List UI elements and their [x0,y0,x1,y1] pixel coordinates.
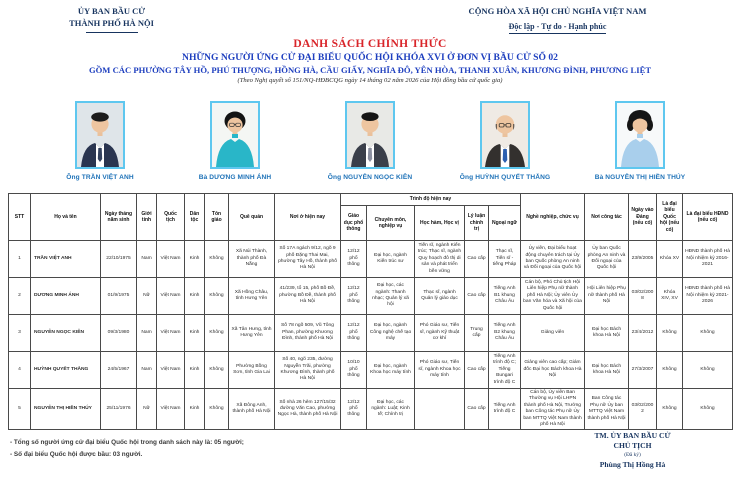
cell: HĐND thành phố Hà Nội nhiệm kỳ 2016-2021 [683,241,733,278]
document-titles [0,38,740,84]
org-line1: ỦY BAN BẦU CỬ [77,6,146,16]
col-header-stt: STT [9,194,31,241]
cell: Việt Nam [157,352,185,389]
cell: Số 40, ngõ 235, đường Nguyễn Trãi, phường Khương Đình, thành phố Hà Nội [275,352,341,389]
signature-block [540,431,725,469]
summary-notes [10,437,244,462]
cell: 25/11/1976 [101,389,137,430]
doc-title-note: (Theo Nghị quyết số 151/NQ-HĐBCQG ngày 14 tháng 02 năm 2026 của Hội đồng bầu cử quốc gia) [237,77,503,84]
cell: 23/9/2005 [629,241,657,278]
doc-title-sub2: GỒM CÁC PHƯỜNG TÂY HỒ, PHÚ THƯỢNG, HỒNG HÀ, CẦU GIẤY, NGHĨA ĐÔ, YÊN HÒA, THANH XUÂN, KHƯƠNG ĐÌNH, PHƯƠNG LIỆT [88,65,652,75]
cell: Cao cấp [465,241,489,278]
candidate-card [306,101,434,181]
cell: Tiếng Anh B2 khung Châu Âu [489,315,521,352]
cell: Việt Nam [157,278,185,315]
cell: Không [205,241,229,278]
cell: Xã Đông Anh, thành phố Hà Nội [229,389,275,430]
candidate-table [8,193,733,430]
cell: 2 [9,278,31,315]
cell: Xã Tân Hưng, tỉnh Hưng Yên [229,315,275,352]
col-header-residence: Nơi ở hiện nay [275,194,341,241]
cell: Đại học, các ngành: Thanh nhạc; Quản lý xã hội [367,278,415,315]
cell: Không [205,352,229,389]
sign-title: CHỦ TỊCH [613,441,652,450]
cell: Không [657,352,683,389]
table-row [9,315,733,352]
cell: Không [683,389,733,430]
cell: Không [205,315,229,352]
cell: Trung cấp [465,315,489,352]
col-header-dob: Ngày tháng năm sinh [101,194,137,241]
col-header-ethnicity: Dân tộc [185,194,205,241]
cell: Không [683,352,733,389]
cell: HUỲNH QUYẾT THẮNG [31,352,101,389]
cell: Đại học Bách khoa Hà Nội [585,352,629,389]
col-header-general-edu: Giáo dục phổ thông [341,206,367,241]
cell: Kinh [185,352,205,389]
candidate-name: Ông HUỲNH QUYẾT THẮNG [459,174,551,181]
col-header-occupation: Nghề nghiệp, chức vụ [521,194,585,241]
table-row [9,389,733,430]
col-header-council-deputy: Là đại biểu HĐND (nếu có) [683,194,733,241]
cell: 10/10 phổ thông [341,352,367,389]
candidate-photo-3 [345,101,395,169]
col-header-name: Họ và tên [31,194,101,241]
cell: Kinh [185,241,205,278]
candidate-card [171,101,299,181]
cell: Không [683,315,733,352]
cell: Cán bộ, Phó Chủ tịch Hội Liên hiệp Phụ nữ thành phố Hà Nội; Ủy viên Ủy ban Văn hóa và Xã hội của Quốc hội [521,278,585,315]
cell: Cán bộ, Ủy viên Ban Thường vụ Hội LHPN thành phố Hà Nội, Trưởng ban Công tác Phụ nữ Ủy ban MTTQ Việt Nam thành phố Hà Nội [521,389,585,430]
cell [415,389,465,430]
col-header-party-date: Ngày vào Đảng (nếu có) [629,194,657,241]
candidate-photo-4 [480,101,530,169]
cell: Nam [137,241,157,278]
cell: 5 [9,389,31,430]
cell: 12/12 phổ thông [341,241,367,278]
candidate-photo-5 [615,101,665,169]
col-group-education: Trình độ hiện nay [341,194,521,206]
cell: Cao cấp [465,352,489,389]
portrait-man-dark-suit [77,103,123,167]
cell: Số 78 ngõ 509, Vũ Tông Phan, phường Khương Đình, thành phố Hà Nội [275,315,341,352]
org-underline [86,32,138,33]
doc-title-sub1: NHỮNG NGƯỜI ỨNG CỬ ĐẠI BIỂU QUỐC HỘI KHÓA XVI Ở ĐƠN VỊ BẦU CỬ SỐ 02 [182,52,558,63]
cell: Cao cấp [465,278,489,315]
candidate-photo-2 [210,101,260,169]
col-header-religion: Tôn giáo [205,194,229,241]
cell: Việt Nam [157,389,185,430]
candidate-name: Bà NGUYỄN THỊ HIỀN THÚY [594,174,686,181]
cell: 3 [9,315,31,352]
table-row [9,278,733,315]
cell: Ban Công tác Phụ nữ Ủy ban MTTQ Việt Nam thành phố Hà Nội [585,389,629,430]
cell: Không [205,389,229,430]
candidate-card [36,101,164,181]
candidate-photo-1 [75,101,125,169]
cell: Phó Giáo sư, Tiến sĩ, ngành Kỹ thuật cơ khí [415,315,465,352]
candidate-photo-row [36,101,704,181]
col-header-political: Lý luận chính trị [465,206,489,241]
cell: Tiếng Anh B1 khung Châu Âu [489,278,521,315]
cell: Xã Hồng Châu, tỉnh Hưng Yên [229,278,275,315]
cell: Đại học Bách khoa Hà Nội [585,315,629,352]
col-header-academic: Học hàm, Học vị [415,206,465,241]
candidate-name: Ông NGUYỄN NGỌC KIÊN [327,174,413,181]
portrait-woman-teal-aodai [212,103,258,167]
sign-org: TM. ỦY BAN BẦU CỬ [594,431,671,440]
sign-signed-note: (Đã ký) [624,452,641,458]
portrait-woman-blue-aodai [617,103,663,167]
cell: Ủy viên, Đại biểu hoạt động chuyên trách tại Ủy ban Quốc phòng An ninh và Đối ngoại của Quốc hội [521,241,585,278]
cell: Tiến sĩ, ngành Kiến trúc; Thạc sĩ, ngành Quy hoạch đô thị di sản và phát triển bền vững [415,241,465,278]
table-row [9,241,733,278]
national-header [405,6,710,34]
cell: Phường Bồng Sơn, tỉnh Gia Lai [229,352,275,389]
cell: 12/12 phổ thông [341,389,367,430]
cell: Không [205,278,229,315]
cell: Tiếng Anh trình độ C; Tiếng Bungari trình độ C [489,352,521,389]
col-header-professional: Chuyên môn, nghiệp vụ [367,206,415,241]
org-line2: THÀNH PHỐ HÀ NỘI [69,17,154,28]
cell: Tiếng Anh trình độ C [489,389,521,430]
cell: 12/12 phổ thông [341,315,367,352]
cell: 12/12 phổ thông [341,278,367,315]
cell: 03/02/2008 [629,278,657,315]
cell: Kinh [185,389,205,430]
cell: Không [657,389,683,430]
portrait-man-bald-glasses [482,103,528,167]
cell: Phó Giáo sư, Tiến sĩ, ngành Khoa học máy tính [415,352,465,389]
total-candidates-note: - Tổng số người ứng cử đại biểu Quốc hội trong danh sách này là: 05 người; [10,439,244,446]
cell: 23/4/2012 [629,315,657,352]
cell: TRẦN VIỆT ANH [31,241,101,278]
cell: Giảng viên cao cấp; Giám đốc Đại học Bách khoa Hà Nội [521,352,585,389]
cell: NGUYỄN NGỌC KIÊN [31,315,101,352]
cell: Ủy ban Quốc phòng An ninh và Đối ngoại của Quốc hội [585,241,629,278]
cell: Nữ [137,278,157,315]
national-motto: Độc lập - Tự do - Hạnh phúc [509,22,607,34]
cell: Nữ [137,389,157,430]
cell: Nam [137,315,157,352]
cell: Khóa XIV, XV [657,278,683,315]
cell: Giảng viên [521,315,585,352]
table-row [9,352,733,389]
cell: Đại học, các ngành: Luật; Kinh tế; Chính trị [367,389,415,430]
sign-name: Phùng Thị Hồng Hà [599,460,666,469]
cell: Kinh [185,315,205,352]
cell: Không [657,315,683,352]
candidate-name: Ông TRẦN VIỆT ANH [66,174,134,181]
cell: Khóa XV [657,241,683,278]
elected-count-note: - Số đại biểu Quốc hội được bầu: 03 người. [10,451,143,459]
cell: Số 17A ngách 9/12, ngõ 9 phố Đặng Thai Mai, phường Tây Hồ, thành phố Hà Nội [275,241,341,278]
col-header-hometown: Quê quán [229,194,275,241]
cell: Thạc sĩ, ngành Quản lý giáo dục [415,278,465,315]
cell: 4 [9,352,31,389]
col-header-language: Ngoại ngữ [489,206,521,241]
national-title: CỘNG HÒA XÃ HỘI CHỦ NGHĨA VIỆT NAM [468,6,647,16]
portrait-man-gray-tie [347,103,393,167]
cell: Thạc sĩ, Tiến sĩ - tiếng Pháp [489,241,521,278]
cell: Kinh [185,278,205,315]
cell: 01/9/1975 [101,278,137,315]
cell: Đại học, ngành Kiến trúc sư [367,241,415,278]
cell: Xã Núi Thành, thành phố Đà Nẵng [229,241,275,278]
cell: NGUYỄN THỊ HIỀN THÚY [31,389,101,430]
cell: 24/5/1967 [101,352,137,389]
cell: Hội Liên hiệp Phụ nữ thành phố Hà Nội [585,278,629,315]
candidate-table-wrap [8,193,733,430]
cell: Đại học, ngành Khoa học máy tính [367,352,415,389]
candidate-card [576,101,704,181]
cell: Việt Nam [157,241,185,278]
cell: 22/10/1975 [101,241,137,278]
cell: 03/02/2002 [629,389,657,430]
cell: Đại học, ngành Công nghệ chế tạo máy [367,315,415,352]
cell: 09/3/1980 [101,315,137,352]
cell: Cao cấp [465,389,489,430]
col-header-na-deputy: Là đại biểu Quốc hội (nếu có) [657,194,683,241]
candidate-name: Bà DƯƠNG MINH ÁNH [198,174,272,181]
cell: Nam [137,352,157,389]
issuing-org-header [14,6,209,33]
col-header-workplace: Nơi công tác [585,194,629,241]
cell: Số nhà 26 hẻm 127/15/32 đường Văn Cao, phường Ngọc Hà, thành phố Hà Nội [275,389,341,430]
cell: 27/3/2007 [629,352,657,389]
candidate-card [441,101,569,181]
col-header-nationality: Quốc tịch [157,194,185,241]
cell: 1 [9,241,31,278]
doc-title-main: DANH SÁCH CHÍNH THỨC [293,38,447,50]
col-header-gender: Giới tính [137,194,157,241]
cell: Việt Nam [157,315,185,352]
cell: 41/239, tổ 15, phố Bồ Đề, phường Bồ Đề, thành phố Hà Nội [275,278,341,315]
cell: DƯƠNG MINH ÁNH [31,278,101,315]
cell: HĐND thành phố Hà Nội nhiệm kỳ 2021-2026 [683,278,733,315]
